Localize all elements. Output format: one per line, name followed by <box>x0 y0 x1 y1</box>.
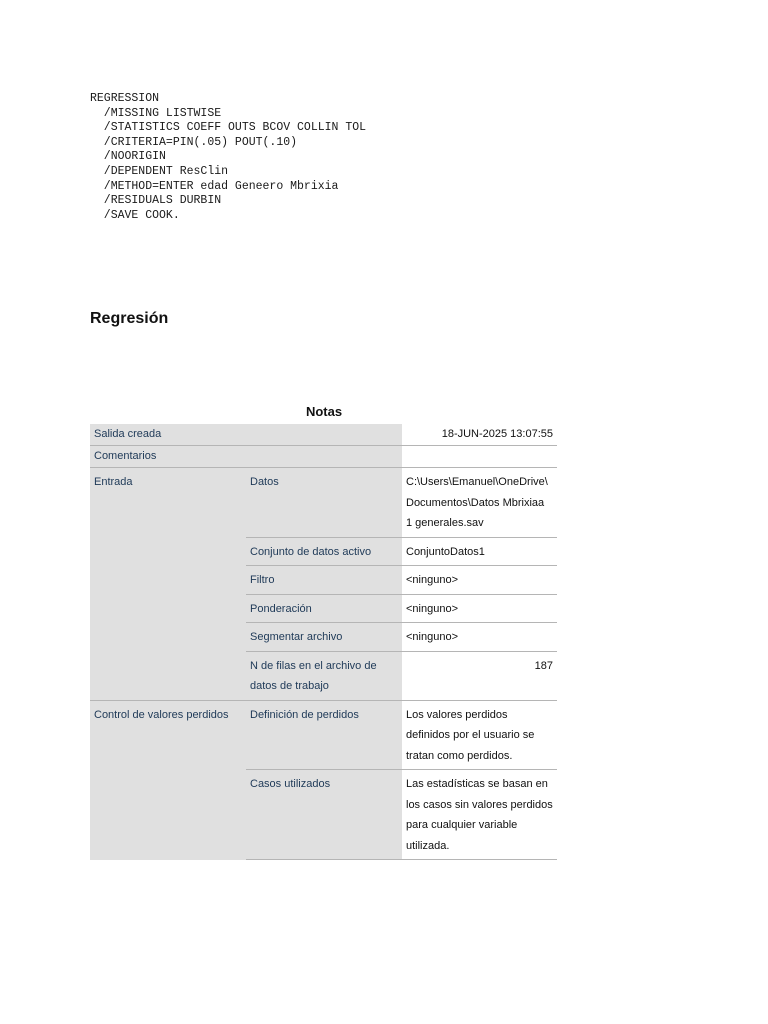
table-row <box>90 424 557 446</box>
syntax-line: /NOORIGIN <box>90 150 166 164</box>
cell-value: <ninguno> <box>402 623 557 652</box>
cell-value: <ninguno> <box>402 566 557 595</box>
cell-value: Los valores perdidos definidos por el usuario se tratan como perdidos. <box>402 700 557 770</box>
table-row <box>90 700 557 770</box>
cell-value: 18-JUN-2025 13:07:55 <box>402 424 557 446</box>
syntax-line: /CRITERIA=PIN(.05) POUT(.10) <box>90 135 298 149</box>
syntax-line: /SAVE COOK. <box>90 208 180 222</box>
cell-value: ConjuntoDatos1 <box>402 537 557 566</box>
syntax-line: /MISSING LISTWISE <box>90 106 222 120</box>
group-label: Control de valores perdidos <box>90 700 246 860</box>
row-label: Ponderación <box>246 594 402 623</box>
syntax-block <box>90 92 366 223</box>
cell-value <box>402 446 557 468</box>
syntax-line: /DEPENDENT ResClin <box>90 164 229 178</box>
cell-value: Las estadísticas se basan en los casos sin valores perdidos para cualquier variable utilizada. <box>402 770 557 860</box>
row-label: Datos <box>246 468 402 538</box>
row-label: Casos utilizados <box>246 770 402 860</box>
syntax-line: /RESIDUALS DURBIN <box>90 194 222 208</box>
row-label: Filtro <box>246 566 402 595</box>
cell-value: C:\Users\Emanuel\OneDrive\ Documentos\Datos Mbrixiaa 1 generales.sav <box>402 468 557 538</box>
syntax-line: /STATISTICS COEFF OUTS BCOV COLLIN TOL <box>90 121 367 135</box>
group-label: Entrada <box>90 468 246 701</box>
table-row <box>90 446 557 468</box>
syntax-line: /METHOD=ENTER edad Geneero Mbrixia <box>90 179 339 193</box>
section-title: Regresión <box>90 310 169 327</box>
row-label: Definición de perdidos <box>246 700 402 770</box>
row-label: Segmentar archivo <box>246 623 402 652</box>
syntax-line: REGRESSION <box>90 92 160 105</box>
notas-table <box>90 424 557 860</box>
row-label: Conjunto de datos activo <box>246 537 402 566</box>
cell-value: <ninguno> <box>402 594 557 623</box>
table-title: Notas <box>305 404 343 419</box>
row-label: N de filas en el archivo de datos de trabajo <box>246 651 402 700</box>
table-row <box>90 468 557 538</box>
row-label: Salida creada <box>90 424 402 446</box>
row-label: Comentarios <box>90 446 402 468</box>
cell-value: 187 <box>402 651 557 700</box>
